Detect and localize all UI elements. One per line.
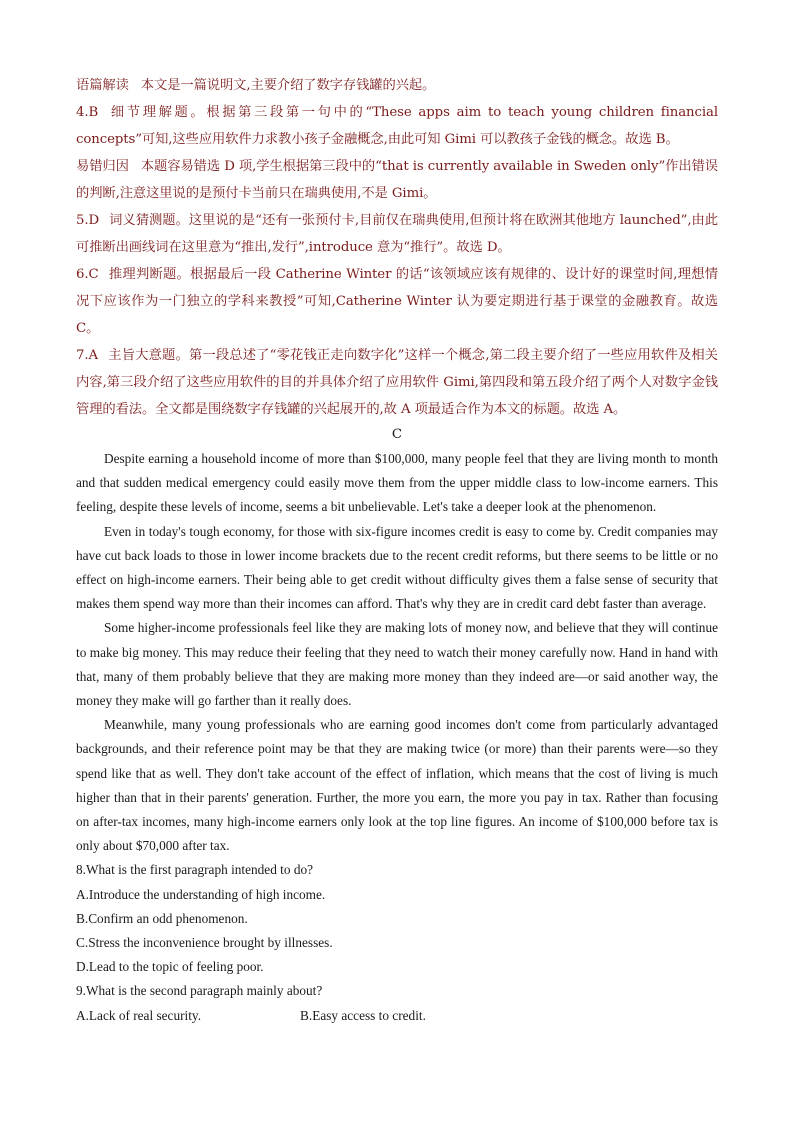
error-analysis — [76, 153, 718, 207]
answer-6-number: 6.C — [76, 267, 99, 282]
question-9-option-b: B.Easy access to credit. — [300, 1007, 426, 1023]
question-9-option-a: A.Lack of real security. — [76, 1007, 202, 1023]
answer-6-text: 推理判断题。根据最后一段 Catherine Winter 的话“该领域应该有规律的、设计好的课堂时间,理想情况下应该作为一门独立的学科来教授”可知,Catherine Winter 认为要定期进行基于课堂的金融教育。故选 C。 — [76, 267, 718, 336]
answer-7 — [76, 342, 718, 423]
passage-paragraph-4: Meanwhile, many young professionals who are earning good incomes don't come from particularly advantaged backgrounds, and their reference point may be that they are making twice (or more) than their parents were—so they spend like that as well. They don't take account of the effect of inflation, which means that the cost of living is much higher than that in their parents' generation. Further, the more you earn, the more you pay in tax. Rather than focusing on after-tax incomes, many high-income earners only look at the top line figures. An income of $100,000 before tax is only about $70,000 after tax. — [76, 717, 718, 854]
answer-4-number: 4.B — [76, 105, 99, 120]
analysis-genre-tag: 语篇解读 — [76, 78, 129, 93]
question-8-option-a: A.Introduce the understanding of high income. — [76, 886, 326, 902]
answer-5-number: 5.D — [76, 213, 100, 228]
answer-4 — [76, 99, 718, 153]
answer-6 — [76, 261, 718, 342]
document-page — [76, 72, 718, 1028]
answer-7-number: 7.A — [76, 348, 98, 363]
answer-4-text: 细节理解题。根据第三段第一句中的“These apps aim to teach young children financial concepts”可知,这些应用软件力求教小孩子金融概念,由此可知 Gimi 可以教孩子金钱的概念。故选 B。 — [76, 105, 718, 147]
passage-paragraph-2: Even in today's tough economy, for those with six-figure incomes credit is easy to come by. Credit companies may have cut back loads to those in lower income brackets due to the recent credit reforms, but there seems to be little or no effect on high-income earners. Their being able to get credit without difficulty gives them a false sense of security that makes them spend way more than their incomes can afford. That's why they are in credit card debt faster than average. — [76, 523, 718, 612]
question-8-option-b: B.Confirm an odd phenomenon. — [76, 910, 248, 926]
analysis-genre-text: 本文是一篇说明文,主要介绍了数字存钱罐的兴起。 — [140, 78, 436, 93]
passage-paragraph-1: Despite earning a household income of more than $100,000, many people feel that they are living month to month and that sudden medical emergency could easily move them from the upper middle class to low-income earners. This feeling, despite these levels of income, seems a bit unbelievable. Let's take a deeper look at the phenomenon. — [76, 451, 718, 515]
answer-5-text: 词义猜测题。这里说的是“还有一张预付卡,目前仅在瑞典使用,但预计将在欧洲其他地方 launched”,由此可推断出画线词在这里意为“推出,发行”,introduce 意为“推行”。故选 D。 — [76, 213, 718, 255]
section-label: C — [391, 427, 403, 442]
question-9: 9.What is the second paragraph mainly about? — [76, 983, 323, 999]
passage-paragraph-3: Some higher-income professionals feel like they are making lots of money now, and believe that they will continue to make big money. This may reduce their feeling that they need to watch their money carefully now. Hand in hand with that, many of them probably believe that they are making more money than they indeed are—or said another way, the money they make will go farther than it really does. — [76, 620, 718, 709]
question-8: 8.What is the first paragraph intended to do? — [76, 862, 314, 878]
question-8-option-d: D.Lead to the topic of feeling poor. — [76, 959, 264, 975]
error-analysis-tag: 易错归因 — [76, 159, 129, 174]
error-analysis-text: 本题容易错选 D 项,学生根据第三段中的“that is currently available in Sweden only”作出错误的判断,注意这里说的是预付卡当前只在瑞典使用,不是 Gimi。 — [76, 159, 719, 201]
answer-5 — [76, 207, 718, 261]
analysis-genre — [76, 72, 718, 99]
answer-7-text: 主旨大意题。第一段总述了“零花钱正走向数字化”这样一个概念,第二段主要介绍了一些应用软件及相关内容,第三段介绍了这些应用软件的目的并具体介绍了应用软件 Gimi,第四段和第五段介绍了两个人对数字金钱管理的看法。全文都是围绕数字存钱罐的兴起展开的,故 A 项最适合作为本文的标题。故选 A。 — [76, 348, 718, 417]
question-8-option-c: C.Stress the inconvenience brought by illnesses. — [76, 935, 333, 951]
question-9-options — [76, 1004, 718, 1028]
